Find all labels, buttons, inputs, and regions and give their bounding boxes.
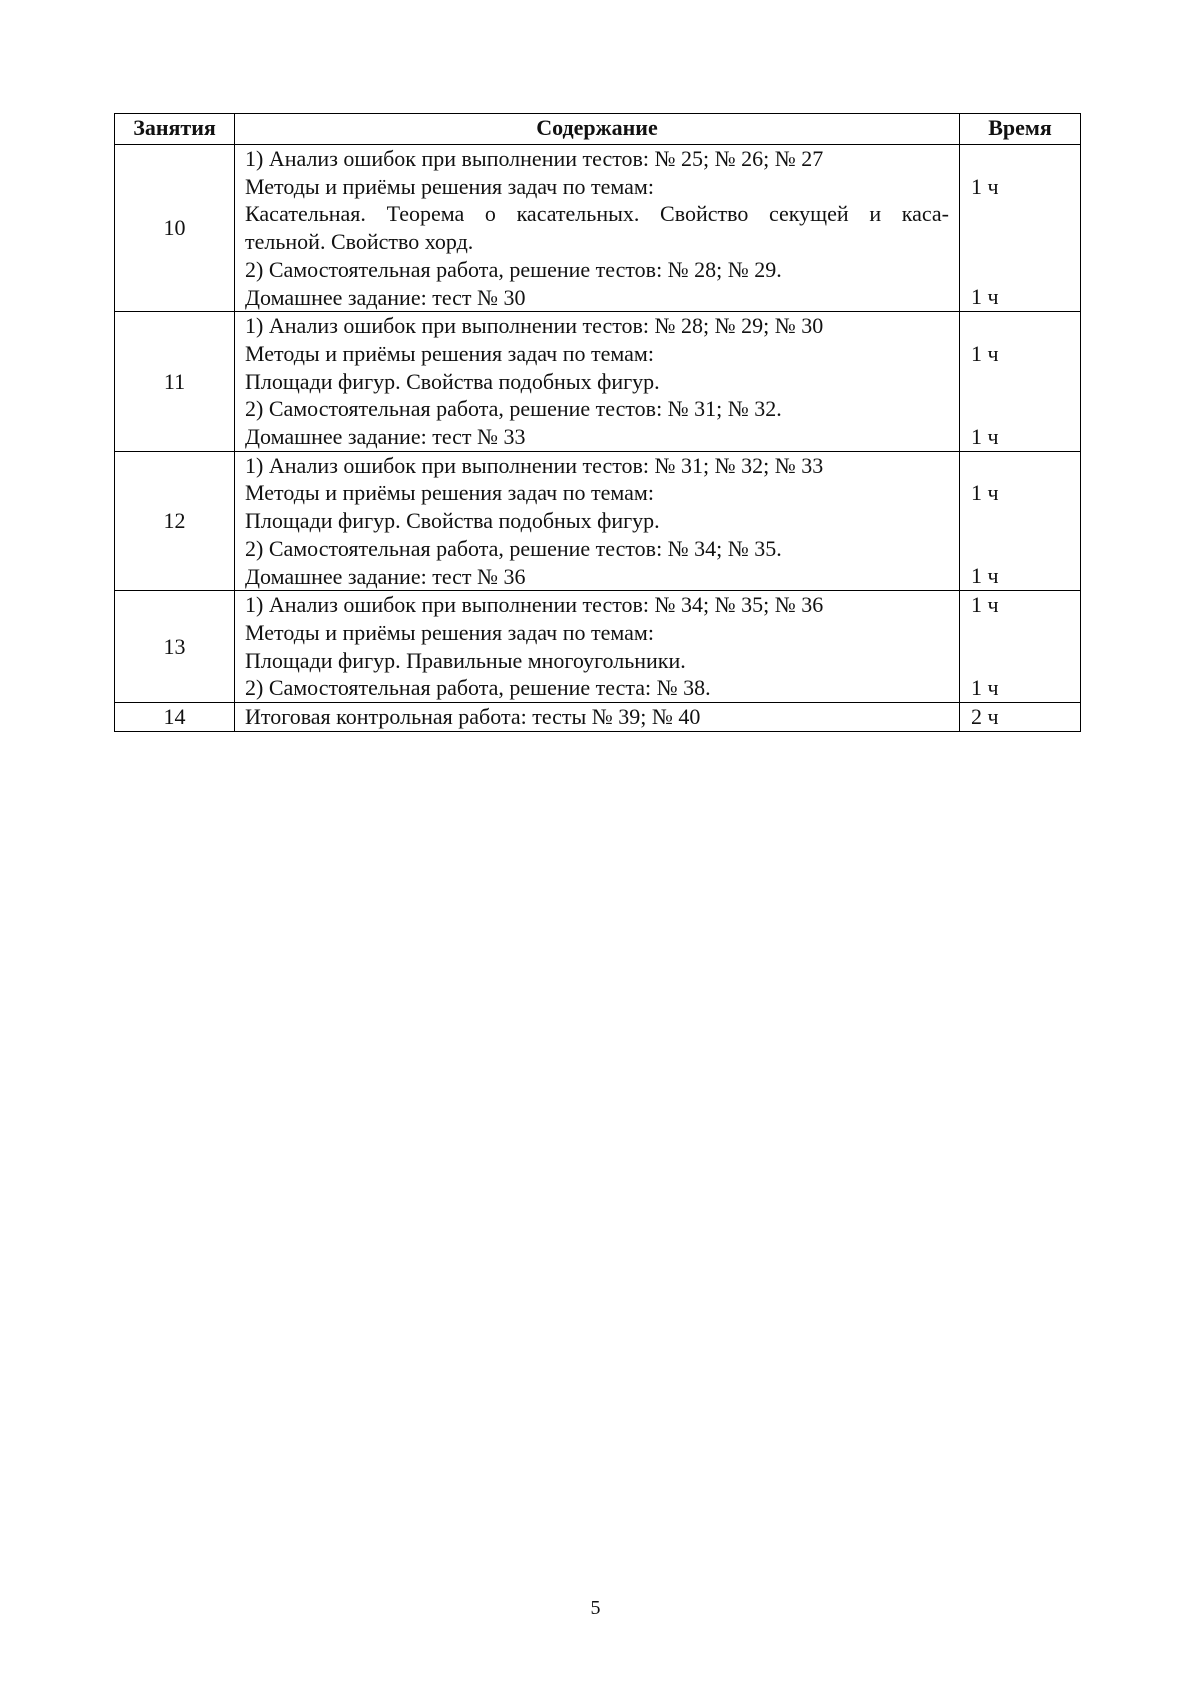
lesson-time [960,591,1081,703]
lesson-number: 13 [115,591,235,703]
lesson-number: 11 [115,312,235,452]
lesson-content [235,451,960,591]
lesson-number: 14 [115,703,235,732]
header-lesson: Занятия [115,114,235,145]
table-row [115,451,1081,591]
time-value: 1 ч [971,563,999,589]
time-value: 1 ч [971,284,999,310]
table-row [115,145,1081,312]
page-number: 5 [590,1597,601,1619]
content-line: Методы и приёмы решения задач по темам: [245,340,654,366]
content-line: Методы и приёмы решения задач по темам: [245,173,654,199]
time-value: 1 ч [971,675,999,701]
content-line: Итоговая контрольная работа: тесты № 39; № 40 [245,704,701,730]
content-line: Площади фигур. Правильные многоугольники. [245,647,686,673]
content-line: Площади фигур. Свойства подобных фигур. [245,368,660,394]
lesson-number: 10 [115,145,235,312]
time-value: 2 ч [971,704,999,730]
content-line: Домашнее задание: тест № 30 [245,284,526,310]
lesson-content [235,312,960,452]
table-header-row [115,114,1081,145]
header-content: Содержание [235,114,960,145]
content-line: 1) Анализ ошибок при выполнении тестов: № 28; № 29; № 30 [245,313,824,339]
time-value: 1 ч [971,423,999,449]
table-row [115,703,1081,732]
content-line: 2) Самостоятельная работа, решение тестов: № 31; № 32. [245,396,782,422]
content-line: 1) Анализ ошибок при выполнении тестов: № 34; № 35; № 36 [245,592,824,618]
content-line: Методы и приёмы решения задач по темам: [245,619,654,645]
content-line: Домашнее задание: тест № 36 [245,563,526,589]
content-line: 2) Самостоятельная работа, решение тестов: № 34; № 35. [245,535,782,561]
table-row [115,312,1081,452]
time-value: 1 ч [971,480,999,506]
content-line: 2) Самостоятельная работа, решение теста: № 38. [245,675,711,701]
content-line: Касательная. Теорема о касательных. Свойство секущей и каса- [245,201,949,227]
time-value: 1 ч [971,173,999,199]
header-time: Время [960,114,1081,145]
lesson-time [960,703,1081,732]
lesson-content [235,591,960,703]
lesson-content [235,145,960,312]
lesson-schedule-table [114,113,1081,732]
content-line: Методы и приёмы решения задач по темам: [245,480,654,506]
time-value: 1 ч [971,340,999,366]
lesson-content [235,703,960,732]
content-line: тельной. Свойство хорд. [245,229,474,255]
content-line: Домашнее задание: тест № 33 [245,424,526,450]
content-line: 2) Самостоятельная работа, решение тестов: № 28; № 29. [245,256,782,282]
time-value: 1 ч [971,592,999,618]
lesson-number: 12 [115,451,235,591]
content-line: 1) Анализ ошибок при выполнении тестов: № 25; № 26; № 27 [245,146,824,171]
table-row [115,591,1081,703]
lesson-time [960,145,1081,312]
content-line: 1) Анализ ошибок при выполнении тестов: № 31; № 32; № 33 [245,452,824,478]
content-line: Площади фигур. Свойства подобных фигур. [245,508,660,534]
lesson-time [960,451,1081,591]
lesson-time [960,312,1081,452]
